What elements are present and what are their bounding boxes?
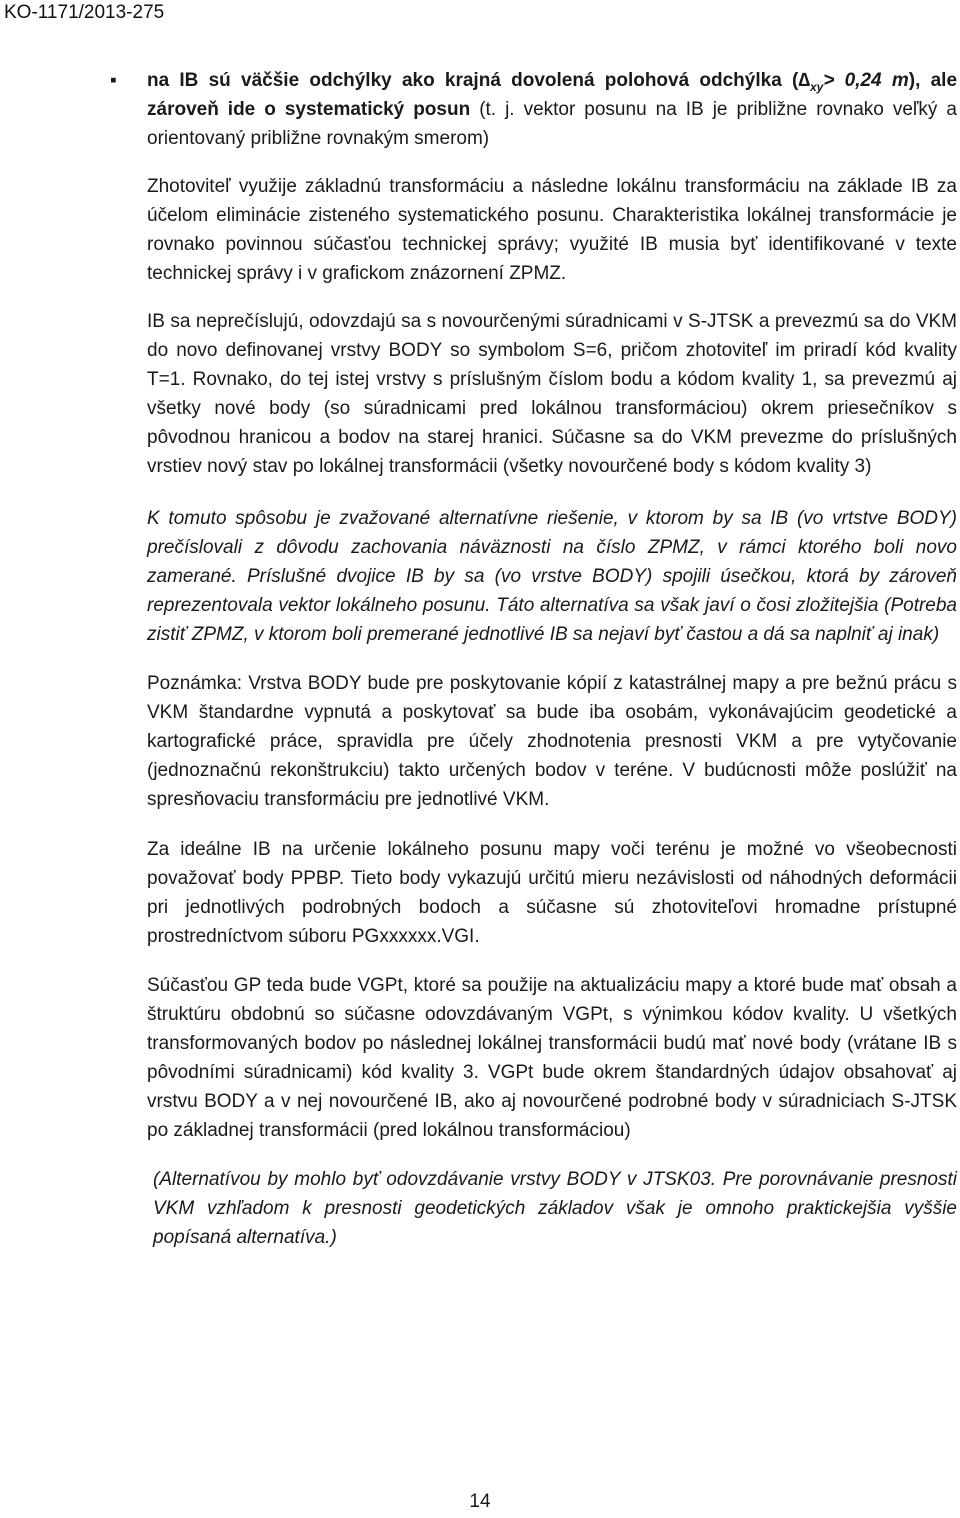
paragraph-ideal-ib: Za ideálne IB na určenie lokálneho posunu mapy voči terénu je možné vo všeobecnosti považovať body PPBP. Tieto body vykazujú určitú mieru nezávislosti od náhodných deformácii pri jednotlivých podrobných bodoch a súčasne sú zhotoviteľovi hromadne prístupné prostredníctvom súboru PGxxxxxx.VGI. <box>147 839 957 947</box>
bullet-unit-m: m <box>891 70 909 91</box>
bullet-bold-text-2: > 0,24 <box>823 70 882 91</box>
paragraph-alternative-solution: K tomuto spôsobu je zvažované alternatívne riešenie, v ktorom by sa IB (vo vrtstve BODY) prečíslovali z dôvodu zachovania náväznosti na číslo ZPMZ, v rámci ktorého boli novo zamerané. Príslušné dvojice IB by sa (vo vrstve BODY) spojili úsečkou, ktorá by zároveň reprezentovala vektor lokálneho posunu. Táto alternatíva sa však javí o čosi zložitejšia (Potreba zistiť ZPMZ, v ktorom boli premerané jednotlivé IB sa nejaví byť častou a dá sa naplniť aj inak) <box>147 508 957 645</box>
bullet-normal-text: (t. j. vektor posunu na IB je približne rovnako veľký a orientovaný približne rovnakým smerom) <box>147 99 957 149</box>
document-body <box>147 66 957 1252</box>
page-number: 14 <box>469 1491 491 1512</box>
bullet-paragraph <box>147 66 957 153</box>
paragraph-local-transformation: Zhotoviteľ využije základnú transformáciu a následne lokálnu transformáciu na základe IB za účelom eliminácie zisteného systematického posunu. Charakteristika lokálnej transformácie je rovnako povinnou súčasťou technickej správy; využité IB musia byť identifikované v texte technickej správy i v grafickom znázornení ZPMZ. <box>147 176 957 284</box>
delta-subscript: xy <box>809 79 824 94</box>
bullet-bold-text-3: ), ale zároveň ide o systematický posun <box>147 70 958 120</box>
paragraph-alternative-jtsk03: (Alternatívou by mohlo byť odovzdávanie vrstvy BODY v JTSK03. Pre porovnávanie presnosti VKM vzhľadom k presnosti geodetických základov však je omnoho praktickejšia vyššie popísaná alternatíva.) <box>153 1169 957 1248</box>
paragraph-note-body-layer: Poznámka: Vrstva BODY bude pre poskytovanie kópií z katastrálnej mapy a pre bežnú prácu s VKM štandardne vypnutá a poskytovať sa bude iba osobám, vykonávajúcim geodetické a kartografické práce, spravidla pre účely zhodnotenia presnosti VKM a pre vytyčovanie (jednoznačnú rekonštrukciu) takto určených bodov v teréne. V budúcnosti môže poslúžiť na spresňovaciu transformáciu pre jednotlivé VKM. <box>147 673 957 810</box>
paragraph-vgpt: Súčasťou GP teda bude VGPt, ktoré sa použije na aktualizáciu mapy a ktoré bude mať obsah a štruktúru obdobnú so súčasne odovzdávaným VGPt, s výnimkou kódov kvality. U všetkých transformovaných bodov po následnej lokálnej transformácii budú mať nové body (vrátane IB s pôvodními súradnicami) kód kvality 3. VGPt bude okrem štandardných údajov obsahovať aj vrstvu BODY a v nej novourčené IB, ako aj novourčené podrobné body v súradniciach S-JTSK po základnej transformácii (pred lokálnou transformáciou) <box>147 975 957 1141</box>
delta-symbol: ∆ <box>798 70 810 91</box>
bullet-bold-text-1: na IB sú väčšie odchýlky ako krajná dovolená polohová odchýlka ( <box>147 70 799 91</box>
paragraph-ib-renumbering: IB sa neprečíslujú, odovzdajú sa s novourčenými súradnicami v S-JTSK a prevezmú sa do VKM do novo definovanej vrstvy BODY so symbolom S=6, pričom zhotoviteľ im priradí kód kvality T=1. Rovnako, do tej istej vrstvy s príslušným číslom bodu a kódom kvality 1, sa prevezmú aj všetky nové body (so súradnicami pred lokálnou transformáciou) okrem priesečníkov s pôvodnou hranicou a bodov na starej hranici. Súčasne sa do VKM prevezme do príslušných vrstiev nový stav po lokálnej transformácii (všetky novourčené body s kódom kvality 3) <box>147 311 957 477</box>
bullet-marker: ▪ <box>110 70 117 91</box>
document-id: KO-1171/2013-275 <box>4 2 165 23</box>
